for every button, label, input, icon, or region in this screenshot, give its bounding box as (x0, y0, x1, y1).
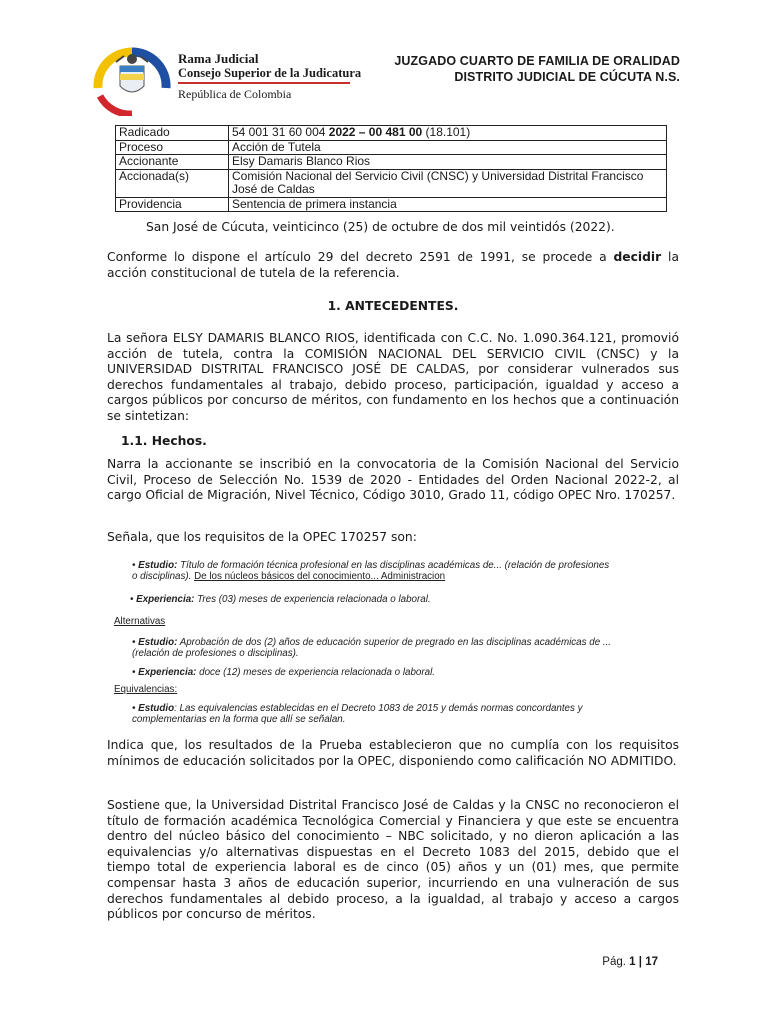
requisites-image (100, 556, 620, 726)
case-value: Elsy Damaris Blanco Rios (229, 155, 667, 170)
req-estudio: • Estudio: Título de formación técnica profesional en las disciplinas académicas de... (relación de profesiones o disciplinas). De los núcleos básicos del conocimiento... Administracion (132, 560, 610, 582)
intro-text-end: la acción constitucional de tutela de la referencia. (107, 250, 679, 280)
paragraph-resultados: Indica que, los resultados de la Prueba establecieron que no cumplía con los requisitos mínimos de educación solicitados por la OPEC, disponiendo como calificación NO ADMITIDO. (107, 738, 679, 768)
req-estudio-label: Estudio: (138, 560, 178, 571)
req-eq-estudio: • Estudio: Las equivalencias establecidas en el Decreto 1083 de 2015 y demás normas concordantes y complementarias en la forma que allí se señalan. (132, 703, 583, 725)
paragraph-requisitos-intro: Señala, que los requisitos de la OPEC 170257 son: (107, 530, 417, 544)
req-alt-estudio: • Estudio: Aprobación de dos (2) años de educación superior de pregrado en las disciplinas académicas de ... (relación de profesiones o disciplinas). (132, 637, 612, 659)
institution-logo-text (178, 52, 361, 101)
court-name (394, 53, 680, 85)
table-row (116, 155, 667, 170)
logo-line-2: Consejo Superior de la Judicatura (178, 66, 362, 80)
colombia-coat-of-arms-logo (92, 44, 172, 116)
date-line: San José de Cúcuta, veinticinco (25) de octubre de dos mil veintidós (2022). (146, 220, 615, 234)
table-row (116, 126, 667, 141)
logo-line-1: Rama Judicial (178, 51, 259, 66)
case-details-table (115, 125, 667, 212)
req-experiencia-text: Tres (03) meses de experiencia relacionada o laboral. (197, 594, 431, 605)
intro-emphasis: decidir (613, 250, 662, 264)
req-experiencia-label: Experiencia: (136, 594, 195, 605)
radicado-number: 54 001 31 60 004 (232, 125, 329, 139)
req-eq-estudio-label: Estudio (138, 703, 175, 714)
section-heading-antecedentes: 1. ANTECEDENTES. (327, 299, 459, 313)
intro-text: Conforme lo dispone el artículo 29 del decreto 2591 de 1991, se procede a (107, 250, 614, 264)
radicado-number-bold: 2022 – 00 481 00 (328, 125, 423, 139)
req-alt-experiencia: • Experiencia: doce (12) meses de experiencia relacionada o laboral. (132, 667, 435, 678)
case-value: Comisión Nacional del Servicio Civil (CNSC) y Universidad Distrital Francisco José de Caldas (229, 169, 667, 197)
court-line-1: JUZGADO CUARTO DE FAMILIA DE ORALIDAD (394, 54, 680, 68)
case-value: Sentencia de primera instancia (229, 197, 667, 212)
req-eq-estudio-text: : Las equivalencias establecidas en el Decreto 1083 de 2015 y demás normas concordantes y complementarias en la forma que allí se señalan. (132, 703, 583, 725)
court-line-2: DISTRITO JUDICIAL DE CÚCUTA N.S. (454, 70, 680, 84)
page-label: Pág. (602, 956, 626, 968)
total-pages: 17 (645, 956, 658, 968)
req-alt-experiencia-text: doce (12) meses de experiencia relacionada o laboral. (199, 667, 435, 678)
table-row (116, 197, 667, 212)
intro-paragraph (107, 250, 679, 281)
logo-line-3: República de Colombia (178, 87, 292, 101)
subsection-heading-hechos: 1.1. Hechos. (121, 434, 207, 448)
current-page: 1 (629, 956, 636, 968)
table-row (116, 169, 667, 197)
req-alt-experiencia-label: Experiencia: (138, 667, 197, 678)
paragraph-antecedentes: La señora ELSY DAMARIS BLANCO RIOS, identificada con C.C. No. 1.090.364.121, promovió acción de tutela, contra la COMISIÓN NACIONAL DEL SERVICIO CIVIL (CNSC) y la UNIVERSIDAD DISTRITAL FRANCISCO JOSÉ DE CALDAS, por considerar vulnerados sus derechos fundamentales al trabajo, debido proceso, participación, igualdad y acceso a cargos públicos por concurso de méritos, con fundamento en los hechos que a continuación se sintetizan: (107, 331, 679, 423)
req-alt-estudio-label: Estudio: (138, 637, 178, 648)
req-equivalencias-title: Equivalencias: (114, 684, 178, 695)
case-label: Radicado (116, 126, 229, 141)
logo-divider (178, 82, 350, 84)
case-label: Accionada(s) (116, 169, 229, 197)
page-number (602, 956, 658, 968)
table-row (116, 140, 667, 155)
paragraph-hechos: Narra la accionante se inscribió en la convocatoria de la Comisión Nacional del Servicio Civil, Proceso de Selección No. 1539 de 2020 - Entidades del Orden Nacional 2022-2, al cargo Oficial de Migración, Nivel Técnico, Código 3010, Grado 11, código OPEC Nro. 170257. (107, 457, 679, 503)
req-estudio-nbc: De los núcleos básicos del conocimiento... Administracion (194, 571, 446, 582)
req-alternativas-title: Alternativas (114, 616, 166, 627)
case-label: Proceso (116, 140, 229, 155)
req-estudio-text: Título de formación técnica profesional en las disciplinas académicas de... (relación de profesiones o disciplinas). (132, 560, 610, 582)
req-alt-estudio-text: Aprobación de dos (2) años de educación superior de pregrado en las disciplinas académicas de ... (relación de profesiones o disciplinas). (132, 637, 612, 659)
radicado-internal: (18.101) (422, 125, 471, 139)
case-label: Providencia (116, 197, 229, 212)
page-separator: | (638, 956, 642, 968)
case-value (229, 126, 667, 141)
req-experiencia: • Experiencia: Tres (03) meses de experiencia relacionada o laboral. (130, 594, 431, 605)
paragraph-sostiene: Sostiene que, la Universidad Distrital Francisco José de Caldas y la CNSC no reconocieron el título de formación académica Tecnológica Comercial y Financiera y que este se encuentra dentro del núcleo básico del conocimiento – NBC solicitado, y no dieron aplicación a las equivalencias y/o alternativas dispuestas en el Decreto 1083 del 2015, debido que el tiempo total de experiencia laboral es de cinco (05) años y un (01) mes, que permite compensar hasta 3 años de educación superior, incurriendo en una vulneración de sus derechos fundamentales al debido proceso, a la igualdad, al trabajo y acceso a cargos públicos por concurso de méritos. (107, 798, 679, 922)
case-label: Accionante (116, 155, 229, 170)
case-value: Acción de Tutela (229, 140, 667, 155)
